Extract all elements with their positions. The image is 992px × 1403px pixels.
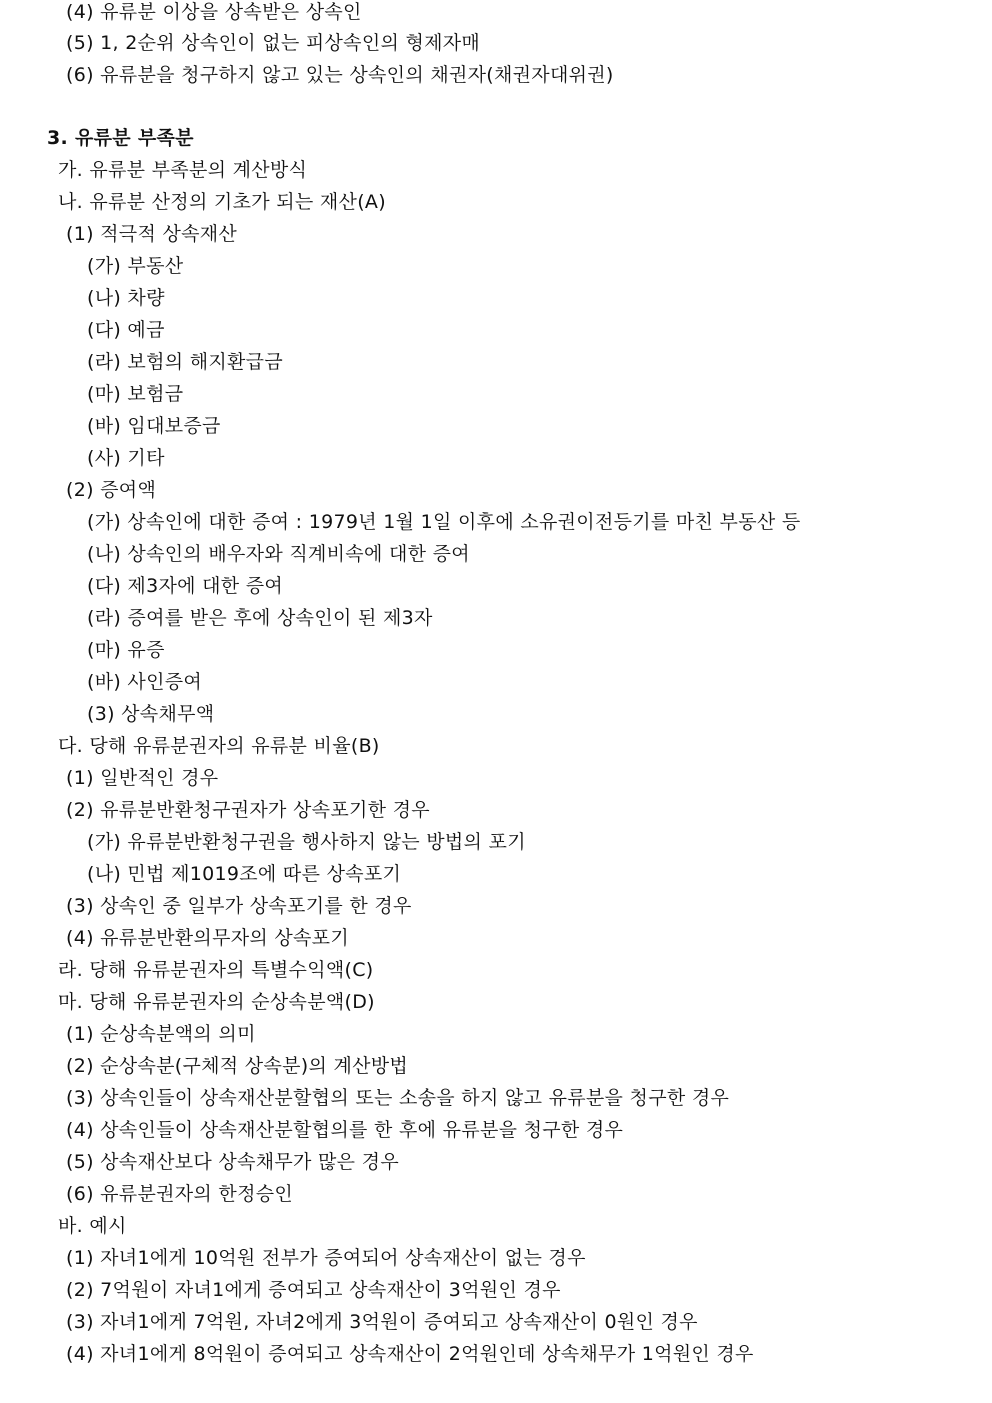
outline-item: (1) 적극적 상속재산 xyxy=(66,223,238,245)
outline-item: (바) 임대보증금 xyxy=(87,415,221,437)
outline-item: (2) 7억원이 자녀1에게 증여되고 상속재산이 3억원인 경우 xyxy=(66,1279,561,1301)
outline-item: (1) 자녀1에게 10억원 전부가 증여되어 상속재산이 없는 경우 xyxy=(66,1247,586,1269)
outline-item: (라) 증여를 받은 후에 상속인이 된 제3자 xyxy=(87,607,433,629)
outline-item: (4) 자녀1에게 8억원이 증여되고 상속재산이 2억원인데 상속채무가 1억원인 경우 xyxy=(66,1343,754,1365)
outline-item: (사) 기타 xyxy=(87,447,165,469)
outline-item: (3) 상속인 중 일부가 상속포기를 한 경우 xyxy=(66,895,412,917)
outline-item: (나) 상속인의 배우자와 직계비속에 대한 증여 xyxy=(87,543,470,565)
outline-item: 마. 당해 유류분권자의 순상속분액(D) xyxy=(58,991,375,1013)
outline-item: (4) 유류분반환의무자의 상속포기 xyxy=(66,927,349,949)
outline-item: (2) 순상속분(구체적 상속분)의 계산방법 xyxy=(66,1055,409,1077)
outline-item: 다. 당해 유류분권자의 유류분 비율(B) xyxy=(58,735,380,757)
section-heading: 3. 유류분 부족분 xyxy=(47,127,194,149)
outline-item: (5) 상속재산보다 상속채무가 많은 경우 xyxy=(66,1151,399,1173)
outline-item: (3) 상속채무액 xyxy=(87,703,215,725)
outline-item: (6) 유류분권자의 한정승인 xyxy=(66,1183,294,1205)
outline-item: (마) 유증 xyxy=(87,639,165,661)
outline-item: (나) 민법 제1019조에 따른 상속포기 xyxy=(87,863,402,885)
outline-item: (가) 부동산 xyxy=(87,255,184,277)
outline-item: (1) 일반적인 경우 xyxy=(66,767,219,789)
outline-item: (2) 증여액 xyxy=(66,479,157,501)
outline-item: (2) 유류분반환청구권자가 상속포기한 경우 xyxy=(66,799,430,821)
outline-item: (4) 상속인들이 상속재산분할협의를 한 후에 유류분을 청구한 경우 xyxy=(66,1119,624,1141)
outline-item: (5) 1, 2순위 상속인이 없는 피상속인의 형제자매 xyxy=(66,32,481,54)
outline-item: 바. 예시 xyxy=(58,1215,127,1237)
outline-item: (라) 보험의 해지환급금 xyxy=(87,351,283,373)
outline-item: (바) 사인증여 xyxy=(87,671,203,693)
outline-item: (가) 유류분반환청구권을 행사하지 않는 방법의 포기 xyxy=(87,831,526,853)
outline-item: (6) 유류분을 청구하지 않고 있는 상속인의 채권자(채권자대위권) xyxy=(66,64,614,86)
outline-item: (가) 상속인에 대한 증여 : 1979년 1월 1일 이후에 소유권이전등기를 마친 부동산 등 xyxy=(87,511,801,533)
outline-item: (3) 자녀1에게 7억원, 자녀2에게 3억원이 증여되고 상속재산이 0원인 경우 xyxy=(66,1311,698,1333)
outline-item: 라. 당해 유류분권자의 특별수익액(C) xyxy=(58,959,374,981)
outline-item: 나. 유류분 산정의 기초가 되는 재산(A) xyxy=(58,191,386,213)
outline-item: (4) 유류분 이상을 상속받은 상속인 xyxy=(66,1,362,23)
outline-item: 가. 유류분 부족분의 계산방식 xyxy=(58,159,308,181)
outline-item: (1) 순상속분액의 의미 xyxy=(66,1023,256,1045)
outline-item: (나) 차량 xyxy=(87,287,165,309)
outline-item: (3) 상속인들이 상속재산분할협의 또는 소송을 하지 않고 유류분을 청구한 경우 xyxy=(66,1087,730,1109)
outline-item: (다) 예금 xyxy=(87,319,165,341)
outline-item: (마) 보험금 xyxy=(87,383,184,405)
outline-item: (다) 제3자에 대한 증여 xyxy=(87,575,284,597)
